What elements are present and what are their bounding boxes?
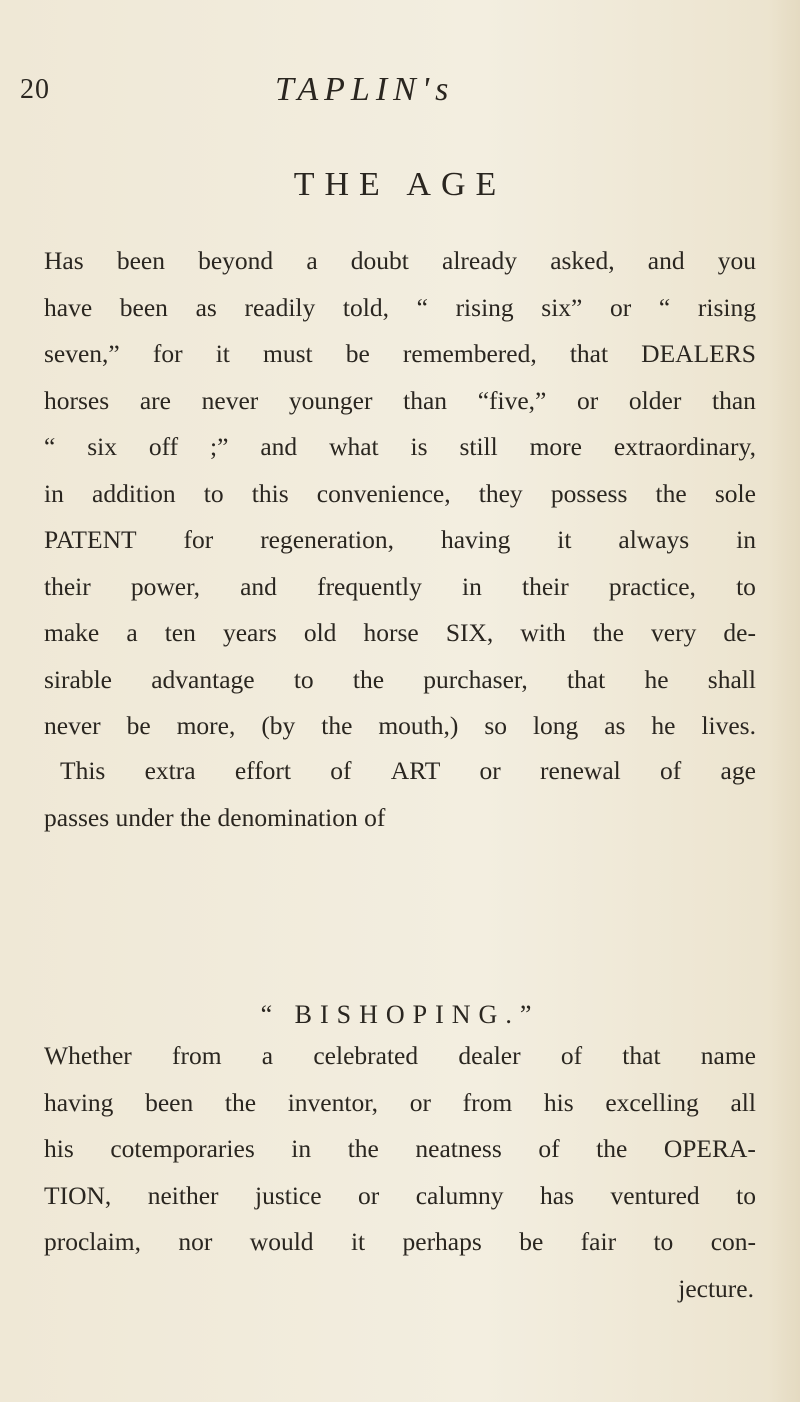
word: neither <box>147 1180 219 1210</box>
word: in <box>736 525 756 554</box>
page-number: 20 <box>20 74 50 105</box>
word: in <box>462 571 482 601</box>
word: that <box>569 339 609 368</box>
paragraph-3 <box>44 1033 756 1312</box>
word: readily <box>244 292 316 322</box>
word: purchaser, <box>423 664 528 694</box>
word: is <box>410 432 428 461</box>
word: their <box>522 571 569 601</box>
word: ART <box>390 756 441 785</box>
word: the <box>321 711 353 740</box>
word: or <box>409 1087 431 1117</box>
word: from <box>172 1041 222 1070</box>
word: extra <box>144 756 196 785</box>
word: advantage <box>151 664 255 694</box>
word: more <box>529 432 582 461</box>
word: or <box>577 385 599 415</box>
word: that <box>622 1041 661 1070</box>
word: it <box>350 1227 366 1256</box>
word: he <box>644 664 669 694</box>
word: than <box>403 385 448 415</box>
paragraph-2 <box>44 748 756 841</box>
text-line <box>44 471 756 518</box>
word: very <box>651 618 697 647</box>
word: for <box>183 525 214 554</box>
word: to <box>203 478 224 508</box>
word: with <box>520 618 566 647</box>
word: perhaps <box>402 1227 482 1256</box>
word: Has <box>44 246 84 275</box>
word: been <box>119 292 168 322</box>
word: that <box>566 664 606 694</box>
text-line <box>44 657 756 704</box>
word: as <box>195 292 217 322</box>
word: make <box>44 618 100 647</box>
word: told, <box>342 292 389 322</box>
word: has <box>540 1180 574 1210</box>
word: years <box>222 618 277 647</box>
word: his <box>44 1134 74 1163</box>
word: calumny <box>415 1180 504 1210</box>
section-title: THE AGE <box>293 166 507 203</box>
text-line <box>44 610 756 657</box>
text-line <box>44 238 756 285</box>
word: having <box>440 525 511 554</box>
word: the <box>592 618 624 647</box>
word: you <box>717 246 756 275</box>
text-line <box>44 378 756 425</box>
word: renewal <box>540 756 621 785</box>
word: it <box>557 525 572 554</box>
word: what <box>329 432 379 461</box>
word: seven,” <box>44 339 120 368</box>
word: a <box>261 1041 274 1070</box>
text-line <box>44 285 756 332</box>
word: rising <box>455 292 514 322</box>
word: be <box>519 1227 544 1256</box>
word: addition <box>92 478 176 508</box>
text-line: jecture. <box>678 1273 754 1303</box>
word: ventured <box>610 1180 700 1210</box>
word: it <box>215 339 230 368</box>
word: his <box>543 1087 574 1117</box>
word: the <box>655 478 687 508</box>
word: or <box>358 1180 380 1210</box>
word: be <box>126 711 151 740</box>
word: have <box>44 292 93 322</box>
word: to <box>293 664 314 694</box>
word: practice, <box>608 571 696 601</box>
word: he <box>651 711 676 740</box>
text-line <box>44 748 756 795</box>
word: the <box>347 1134 379 1163</box>
word: PATENT <box>44 525 137 554</box>
page-header <box>0 71 800 124</box>
word: beyond <box>198 246 274 275</box>
word: all <box>730 1087 756 1117</box>
word: older <box>628 385 682 415</box>
word: horses <box>44 385 110 415</box>
word: to <box>736 571 756 601</box>
word: the <box>224 1087 257 1117</box>
word: to <box>736 1180 756 1210</box>
word: de- <box>723 618 756 647</box>
word: sirable <box>44 664 112 694</box>
word: SIX, <box>445 618 494 647</box>
text-line: passes under the denomination of <box>44 802 386 832</box>
word: a <box>126 618 138 647</box>
text-line <box>44 1219 756 1266</box>
word: con- <box>710 1227 756 1256</box>
word: extraordinary, <box>613 432 756 461</box>
word: their <box>44 571 91 601</box>
word: and <box>240 571 277 601</box>
word: power, <box>130 571 200 601</box>
word: always <box>618 525 690 554</box>
word: more, <box>176 711 236 740</box>
word: or <box>610 292 632 322</box>
word: frequently <box>317 571 422 601</box>
word: than <box>711 385 756 415</box>
word: off <box>148 432 179 461</box>
word: would <box>249 1227 314 1256</box>
word: from <box>462 1087 513 1117</box>
word: of <box>560 1041 583 1070</box>
word: in <box>44 478 64 508</box>
text-line <box>44 1080 756 1127</box>
word: they <box>478 478 523 508</box>
word: This <box>60 756 106 785</box>
word: age <box>720 756 756 785</box>
word: or <box>479 756 501 785</box>
word: lives. <box>701 711 756 740</box>
word: must <box>263 339 313 368</box>
word: and <box>260 432 298 461</box>
word: as <box>604 711 626 740</box>
word: dealer <box>458 1041 521 1070</box>
word: regeneration, <box>260 525 394 554</box>
word: never <box>44 711 101 740</box>
text-line <box>44 424 756 471</box>
word: be <box>345 339 370 368</box>
word: celebrated <box>313 1041 419 1070</box>
word: six <box>87 432 117 461</box>
word: justice <box>255 1180 322 1210</box>
word: still <box>459 432 498 461</box>
word: already <box>442 246 518 275</box>
word: “ <box>44 432 56 461</box>
word: “ <box>658 292 671 322</box>
word: Whether <box>44 1041 132 1070</box>
word: doubt <box>350 246 409 275</box>
bishoping-heading: “ BISHOPING.” <box>260 1000 540 1029</box>
word: shall <box>707 664 756 694</box>
word: six” <box>541 292 583 322</box>
word: younger <box>288 385 373 415</box>
text-line <box>44 331 756 378</box>
word: horse <box>363 618 419 647</box>
word: to <box>653 1227 674 1256</box>
word: “ <box>416 292 428 322</box>
word: a <box>306 246 318 275</box>
word: sole <box>714 478 756 508</box>
word: never <box>201 385 259 415</box>
text-line <box>44 1033 756 1080</box>
word: the <box>596 1134 628 1163</box>
word: convenience, <box>316 478 451 508</box>
text-line <box>44 1173 756 1220</box>
word: neatness <box>415 1134 502 1163</box>
word: OPERA- <box>663 1134 756 1163</box>
word: “five,” <box>477 385 547 415</box>
word: nor <box>178 1227 213 1256</box>
word: (by <box>261 711 296 740</box>
text-line <box>44 564 756 611</box>
word: mouth,) <box>378 711 459 740</box>
word: been <box>116 246 165 275</box>
word: asked, <box>550 246 615 275</box>
word: of <box>660 756 682 785</box>
word: possess <box>550 478 628 508</box>
word: in <box>291 1134 312 1163</box>
text-line <box>44 1126 756 1173</box>
word: the <box>352 664 385 694</box>
word: remembered, <box>402 339 537 368</box>
word: excelling <box>605 1087 699 1117</box>
word: this <box>251 478 289 508</box>
word: of <box>538 1134 560 1163</box>
running-head: TAPLIN's <box>275 71 455 108</box>
word: so <box>484 711 508 740</box>
word: and <box>647 246 685 275</box>
word: name <box>700 1041 756 1070</box>
word: old <box>303 618 337 647</box>
word: long <box>532 711 579 740</box>
word: having <box>44 1087 114 1117</box>
word: for <box>152 339 183 368</box>
text-line <box>44 517 756 564</box>
word: of <box>330 756 352 785</box>
word: rising <box>697 292 756 322</box>
word: proclaim, <box>44 1227 142 1256</box>
word: been <box>145 1087 194 1117</box>
word: are <box>139 385 171 415</box>
word: ten <box>164 618 196 647</box>
word: TION, <box>44 1180 112 1210</box>
word: effort <box>234 756 292 785</box>
word: fair <box>580 1227 617 1256</box>
word: ;” <box>210 432 229 461</box>
word: inventor, <box>287 1087 379 1117</box>
paragraph-1 <box>44 238 756 750</box>
word: cotemporaries <box>110 1134 255 1163</box>
word: DEALERS <box>641 339 756 368</box>
text-line <box>44 703 756 750</box>
